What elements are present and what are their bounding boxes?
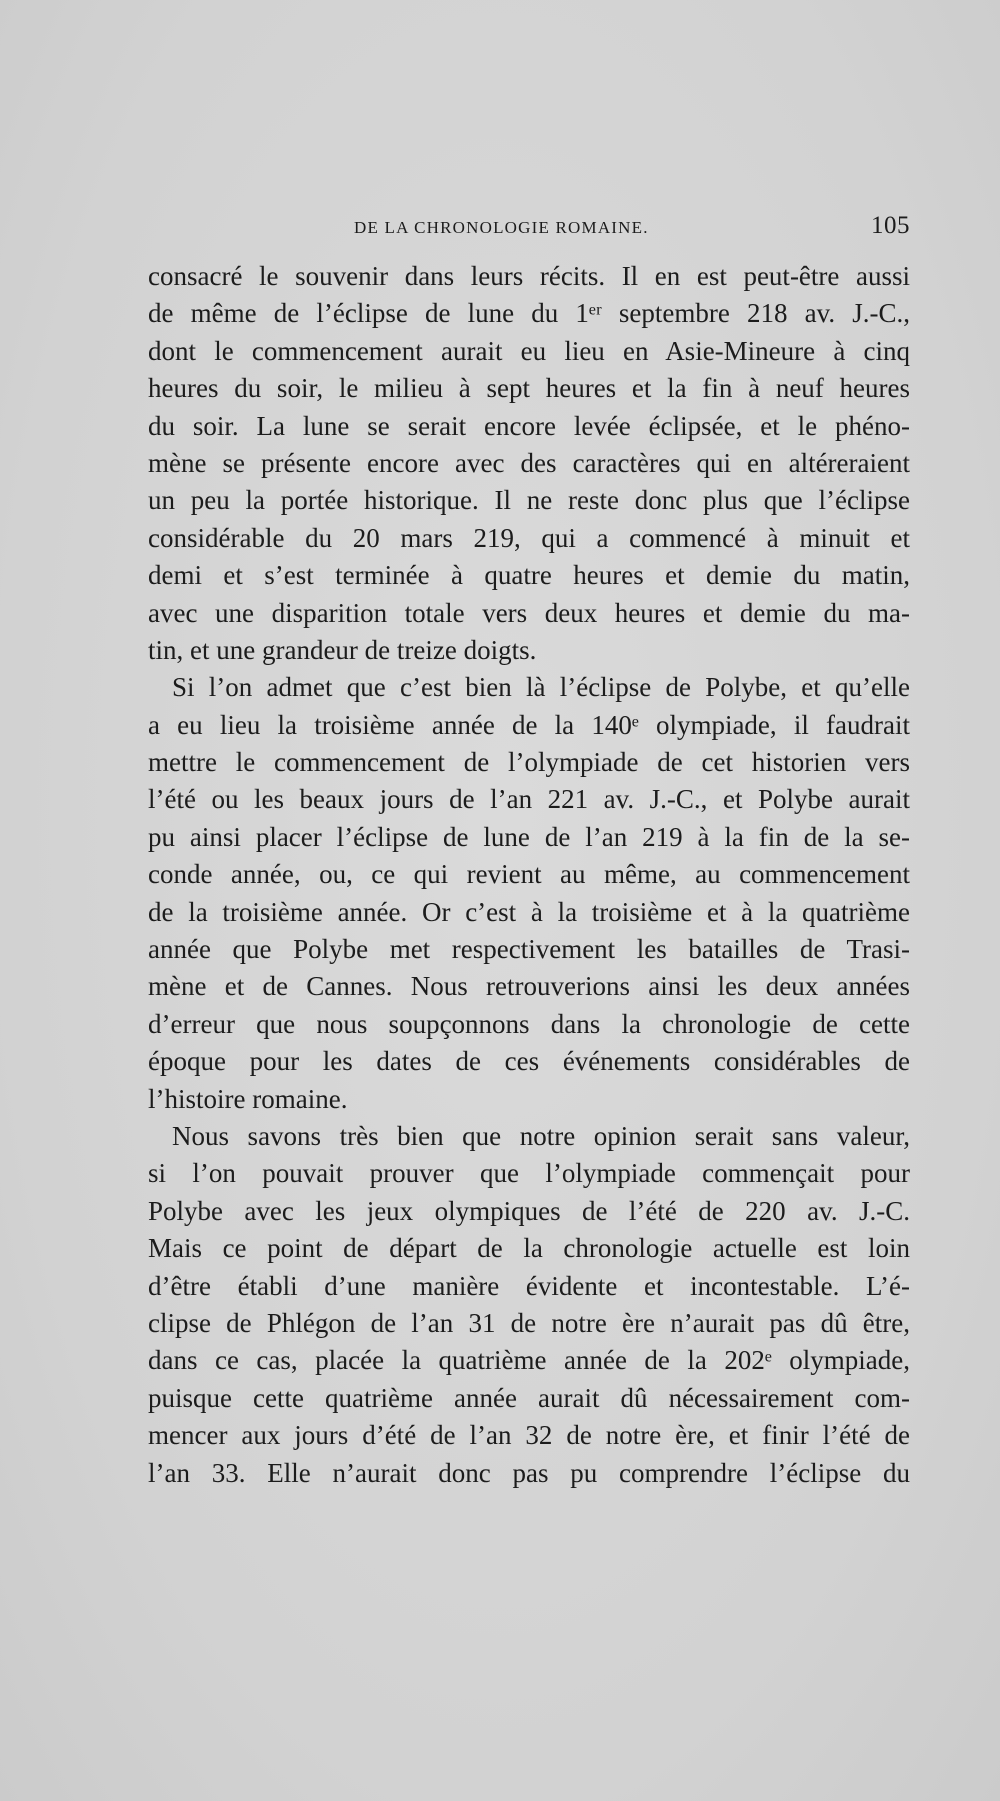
text-line: avec une disparition totale vers deux heures et demie du ma-	[148, 597, 910, 628]
text-line: l’été ou les beaux jours de l’an 221 av. J.-C., et Polybe aurait	[148, 784, 910, 815]
text-line: de la troisième année. Or c’est à la troisième et à la quatrième	[148, 896, 910, 927]
text-line: mencer aux jours d’été de l’an 32 de notre ère, et finir l’été de	[148, 1420, 910, 1451]
body-text	[148, 258, 910, 1492]
text-line: demi et s’est terminée à quatre heures et demie du matin,	[148, 560, 910, 591]
text-line: conde année, ou, ce qui revient au même, au commencement	[148, 859, 910, 890]
text-line: année que Polybe met respectivement les batailles de Trasi-	[148, 934, 910, 965]
text-line: heures du soir, le milieu à sept heures et la fin à neuf heures	[148, 373, 910, 404]
page-header	[148, 212, 910, 244]
text-line: a eu lieu la troisième année de la 140ᵉ olympiade, il faudrait	[148, 709, 910, 740]
text-line: si l’on pouvait prouver que l’olympiade commençait pour	[148, 1158, 910, 1189]
text-line: pu ainsi placer l’éclipse de lune de l’an 219 à la fin de la se-	[148, 821, 910, 852]
text-line: Mais ce point de départ de la chronologie actuelle est loin	[148, 1233, 910, 1264]
text-line: puisque cette quatrième année aurait dû nécessairement com-	[148, 1382, 910, 1413]
text-line: consacré le souvenir dans leurs récits. Il en est peut-être aussi	[148, 261, 910, 291]
text-line: du soir. La lune se serait encore levée éclipsée, et le phéno-	[148, 410, 910, 441]
text-line: mène se présente encore avec des caractères qui en altéreraient	[148, 447, 910, 478]
text-line: un peu la portée historique. Il ne reste donc plus que l’éclipse	[148, 485, 910, 516]
text-line: d’être établi d’une manière évidente et incontestable. L’é-	[148, 1270, 910, 1301]
text-line: mettre le commencement de l’olympiade de cet historien vers	[148, 747, 910, 778]
text-line: clipse de Phlégon de l’an 31 de notre ère n’aurait pas dû être,	[148, 1307, 910, 1338]
text-line: considérable du 20 mars 219, qui a commencé à minuit et	[148, 522, 910, 553]
page-number: 105	[871, 212, 910, 239]
text-line: époque pour les dates de ces événements considérables de	[148, 1046, 910, 1077]
text-line: Nous savons très bien que notre opinion serait sans valeur,	[172, 1120, 910, 1151]
running-title: DE LA CHRONOLOGIE ROMAINE.	[354, 218, 649, 237]
text-line: l’an 33. Elle n’aurait donc pas pu comprendre l’éclipse du	[148, 1457, 910, 1488]
text-line: Si l’on admet que c’est bien là l’éclipse de Polybe, et qu’elle	[172, 672, 910, 703]
text-line: tin, et une grandeur de treize doigts.	[148, 634, 537, 665]
text-line: mène et de Cannes. Nous retrouverions ainsi les deux années	[148, 971, 910, 1002]
text-line: dans ce cas, placée la quatrième année de la 202ᵉ olympiade,	[148, 1345, 910, 1376]
text-line: dont le commencement aurait eu lieu en Asie-Mineure à cinq	[148, 335, 910, 366]
text-line: Polybe avec les jeux olympiques de l’été de 220 av. J.-C.	[148, 1195, 910, 1226]
text-line: l’histoire romaine.	[148, 1083, 348, 1114]
text-line: d’erreur que nous soupçonnons dans la chronologie de cette	[148, 1008, 910, 1039]
text-line: de même de l’éclipse de lune du 1ᵉʳ septembre 218 av. J.-C.,	[148, 298, 910, 329]
